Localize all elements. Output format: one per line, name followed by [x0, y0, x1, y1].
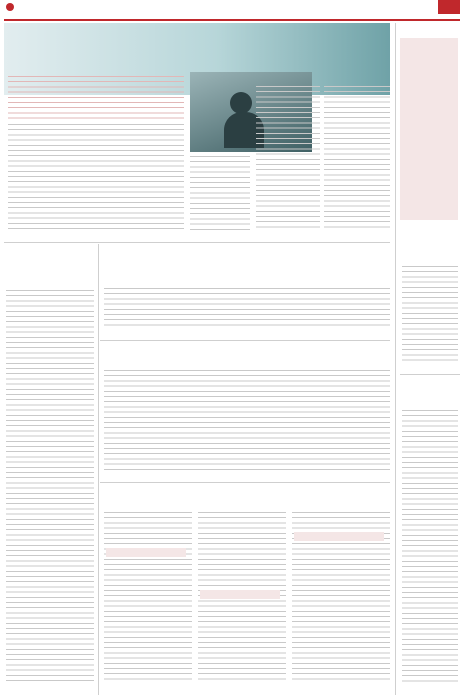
- right-divider: [400, 374, 460, 375]
- lead-intro: [8, 76, 184, 122]
- masthead-logo-icon: [6, 3, 14, 11]
- lead-body-text-col3: [256, 86, 320, 230]
- lead-body-text-col4: [324, 86, 390, 230]
- middle-divider-2: [100, 482, 390, 483]
- middle-divider-1: [100, 340, 390, 341]
- right-story1-body: [402, 266, 458, 362]
- middle-story2-body: [104, 370, 390, 470]
- right-story2-body: [402, 410, 458, 682]
- middle-story3-subhead-3: [294, 532, 384, 541]
- page-number-box: [438, 0, 460, 14]
- middle-story3-subhead-2: [200, 590, 280, 599]
- lead-body-text-col2: [190, 156, 250, 230]
- left-divider-top: [4, 242, 390, 243]
- masthead: [0, 0, 464, 22]
- right-box-text: [400, 38, 458, 220]
- middle-story3-subhead-1: [106, 548, 186, 557]
- right-column-divider: [395, 23, 396, 695]
- left-column-divider: [98, 244, 99, 695]
- middle-story3-body-col1: [104, 512, 192, 682]
- left-column-body: [6, 290, 94, 682]
- lead-body-text: [8, 124, 184, 230]
- masthead-rule: [4, 19, 460, 21]
- middle-story1-body: [104, 288, 390, 328]
